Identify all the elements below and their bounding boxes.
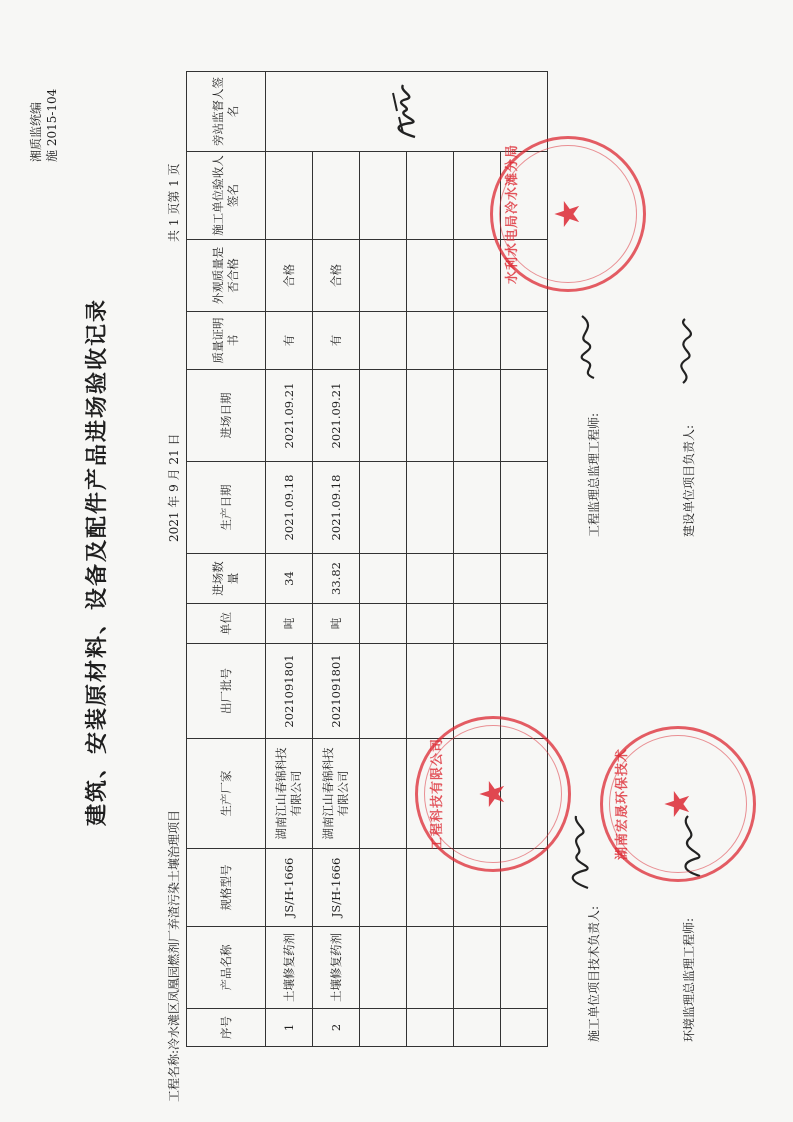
cell-appearance: 合格: [266, 240, 313, 312]
cell-maker: 湖南江山春锦科技有限公司: [313, 739, 360, 849]
page-title: 建筑、安装原材料、设备及配件产品进场验收记录: [84, 298, 110, 827]
table-row-empty: [360, 72, 407, 1047]
cell-spec: JS/H-1666: [266, 849, 313, 927]
form-code: [28, 89, 60, 162]
table-row: [266, 72, 313, 1047]
col-batch: 出厂批号: [187, 644, 266, 739]
cell-batch: 2021091801: [266, 644, 313, 739]
stamp-star-icon: ★: [473, 778, 513, 810]
stamp-bottom-right: [600, 726, 756, 882]
table-row: [313, 72, 360, 1047]
col-no: 序号: [187, 1009, 266, 1047]
stamp-bottom-right-text: 湖南宏晟环保技术: [615, 748, 630, 861]
form-code-line1: 湘质监统编: [29, 101, 43, 162]
col-unit: 单位: [187, 604, 266, 644]
signature-construction: [560, 812, 600, 892]
stamp-top-right: [490, 136, 646, 292]
signature-owner: [665, 317, 705, 387]
stamp-star-icon: ★: [548, 198, 588, 230]
table-header-row: [187, 72, 266, 1047]
cell-no: 1: [266, 1009, 313, 1047]
col-entry-date: 进场日期: [187, 370, 266, 462]
col-accept-sign: 施工单位验收人签名: [187, 152, 266, 240]
env-supervision-label: 环境监理总监理工程师:: [682, 917, 696, 1042]
col-qty: 进场数量: [187, 554, 266, 604]
cell-qty: 33.82: [313, 554, 360, 604]
cell-entry-date: 2021.09.21: [266, 370, 313, 462]
col-appearance: 外观质量是否合格: [187, 240, 266, 312]
cell-batch: 2021091801: [313, 644, 360, 739]
cell-maker: 湖南江山春锦科技有限公司: [266, 739, 313, 849]
stamp-star-icon: ★: [658, 788, 698, 820]
stamp-top-right-text: 水利水电局冷水滩分局: [505, 144, 520, 285]
cell-spec: JS/H-1666: [313, 849, 360, 927]
cell-cert: 有: [313, 312, 360, 370]
cell-entry-date: 2021.09.21: [313, 370, 360, 462]
table-wrapper: [120, 0, 520, 1122]
col-name: 产品名称: [187, 927, 266, 1009]
cell-name: 土壤修复药剂: [266, 927, 313, 1009]
signature-mark: [385, 82, 425, 142]
cell-prod-date: 2021.09.18: [313, 462, 360, 554]
cell-accept-sign: [266, 152, 313, 240]
cell-no: 2: [313, 1009, 360, 1047]
cell-accept-sign: [313, 152, 360, 240]
cell-unit: 吨: [266, 604, 313, 644]
cell-name: 土壤修复药剂: [313, 927, 360, 1009]
cell-appearance: 合格: [313, 240, 360, 312]
stamp-bottom-left-text: 工程科技有限公司: [430, 738, 445, 851]
owner-manager-label: 建设单位项目负责人:: [682, 424, 696, 537]
record-date: 2021 年 9 月 21 日: [167, 433, 181, 542]
col-maker: 生产厂家: [187, 739, 266, 849]
stamp-bottom-left: [415, 716, 571, 872]
supervision-chief-label: 工程监理总监理工程师:: [587, 412, 601, 537]
page-count: 共 1 页第 1 页: [167, 163, 181, 242]
construction-tech-label: 施工单位项目技术负责人:: [587, 905, 601, 1042]
project-name: 工程名称:冷水滩区凤凰园燃剂厂弃渣污染土壤治理项目: [167, 809, 181, 1102]
cell-unit: 吨: [313, 604, 360, 644]
cell-prod-date: 2021.09.18: [266, 462, 313, 554]
table-row-empty: [407, 72, 454, 1047]
cell-cert: 有: [266, 312, 313, 370]
form-code-line2: 施 2015-104: [45, 88, 59, 162]
col-spec: 规格型号: [187, 849, 266, 927]
col-cert: 质量证明书: [187, 312, 266, 370]
signature-supervision: [570, 312, 610, 382]
col-supervisor-sign: 旁站监督人签名: [187, 72, 266, 152]
cell-qty: 34: [266, 554, 313, 604]
col-prod-date: 生产日期: [187, 462, 266, 554]
